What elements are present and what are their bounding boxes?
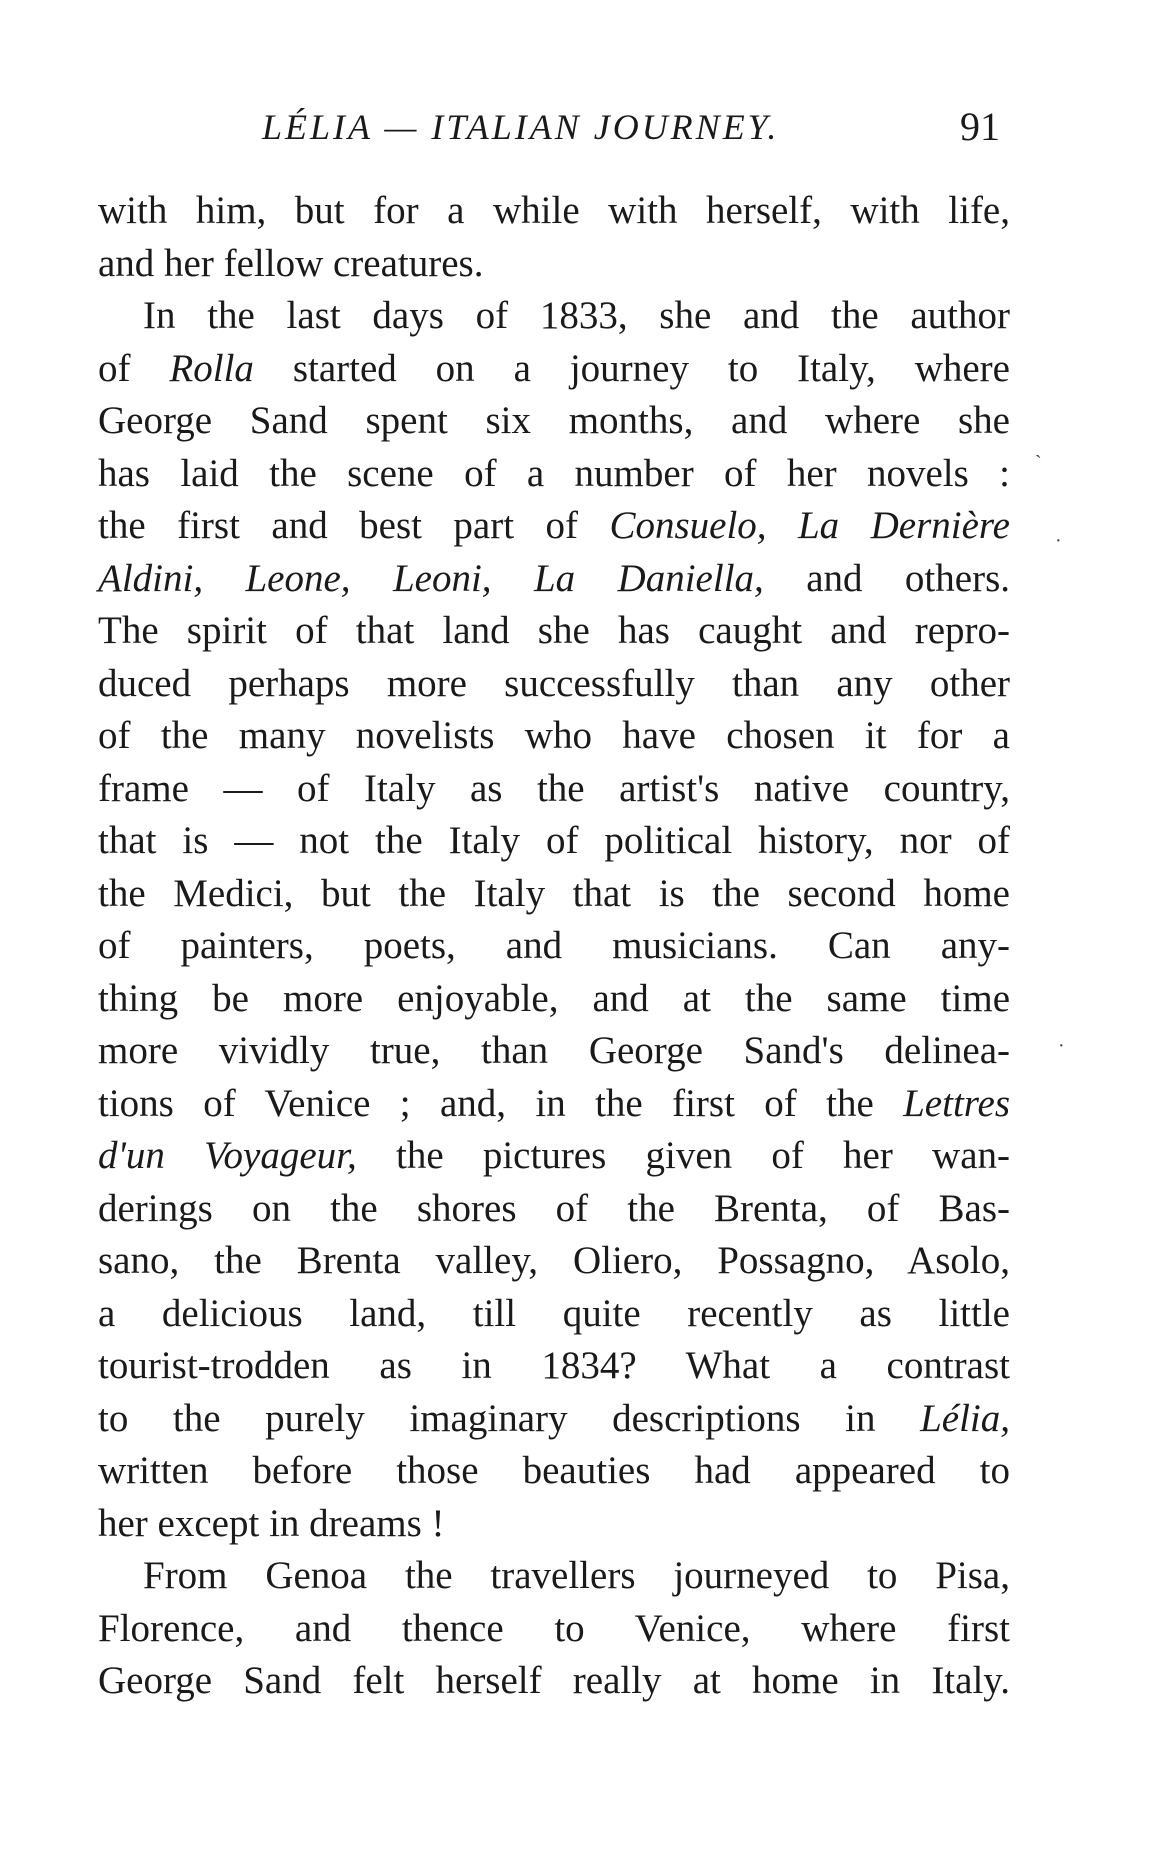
text-segment: of <box>98 346 170 390</box>
text-segment: written before those beauties had appeared to <box>98 1449 1010 1492</box>
text-line <box>98 658 1010 711</box>
text-segment: From Genoa the travellers journeyed to Pisa, <box>143 1554 1010 1597</box>
text-line <box>98 973 1010 1026</box>
text-line <box>98 1603 1010 1656</box>
text-line <box>98 605 1010 658</box>
text-segment: has laid the scene of a number of her novels : <box>98 451 1010 495</box>
text-line <box>98 1340 1010 1393</box>
text-segment: frame — of Italy as the artist's native country, <box>98 766 1010 810</box>
text-line <box>98 763 1010 816</box>
page-number: 91 <box>960 104 1000 149</box>
text-segment: and others. <box>763 556 1010 600</box>
text-line <box>98 1130 1010 1183</box>
text-segment: In the last days of 1833, she and the author <box>143 294 1010 337</box>
text-segment: to the purely imaginary descriptions in <box>98 1396 921 1440</box>
text-segment: George Sand felt herself really at home in Italy. <box>98 1659 1010 1702</box>
text-segment: the Medici, but the Italy that is the second home <box>98 871 1010 915</box>
italic-title-text: Consuelo, La Dernière <box>609 504 1010 547</box>
text-line <box>98 290 1010 343</box>
text-line <box>98 238 1010 291</box>
text-line <box>98 920 1010 973</box>
text-segment: her except in dreams ! <box>98 1501 445 1545</box>
text-line <box>98 185 1010 238</box>
italic-title-text: Aldini, Leone, Leoni, La Daniella, <box>98 556 764 600</box>
running-title: LÉLIA — ITALIAN JOURNEY. <box>262 107 780 147</box>
text-line <box>98 1498 1010 1551</box>
text-line <box>98 1235 1010 1288</box>
margin-dot-mark: · <box>1058 1035 1065 1057</box>
text-line <box>98 1025 1010 1078</box>
text-line <box>98 815 1010 868</box>
body-text <box>98 185 1010 1708</box>
text-segment: the pictures given of her wan- <box>356 1134 1010 1177</box>
text-line <box>98 395 1010 448</box>
text-segment: tions of Venice ; and, in the first of the <box>98 1081 904 1125</box>
text-segment: a delicious land, till quite recently as little <box>98 1291 1010 1335</box>
italic-title-text: d'un Voyageur, <box>98 1134 357 1177</box>
running-head <box>0 102 1162 152</box>
text-segment: with him, but for a while with herself, with life, <box>98 189 1010 232</box>
text-line <box>98 1183 1010 1236</box>
margin-dot-mark: · <box>1055 530 1062 552</box>
text-segment: of painters, poets, and musicians. Can any- <box>98 924 1010 967</box>
text-line <box>98 1393 1010 1446</box>
text-segment: sano, the Brenta valley, Oliero, Possagno, Asolo, <box>98 1239 1010 1282</box>
italic-title-text: Lettres <box>903 1081 1010 1125</box>
text-segment: and her fellow creatures. <box>98 241 484 285</box>
text-segment: George Sand spent six months, and where she <box>98 399 1010 442</box>
text-segment: thing be more enjoyable, and at the same time <box>98 976 1010 1020</box>
text-segment: derings on the shores of the Brenta, of Bas- <box>98 1186 1010 1230</box>
text-line <box>98 1550 1010 1603</box>
text-segment: the first and best part of <box>98 504 610 547</box>
text-line <box>98 343 1010 396</box>
text-line <box>98 1078 1010 1131</box>
text-line <box>98 1288 1010 1341</box>
text-segment: that is — not the Italy of political history, nor of <box>98 819 1010 862</box>
text-line <box>98 1445 1010 1498</box>
margin-tick-mark: ˋ <box>1035 452 1042 474</box>
italic-title-text: Lélia, <box>920 1396 1010 1440</box>
text-line <box>98 553 1010 606</box>
text-segment: of the many novelists who have chosen it for a <box>98 714 1010 757</box>
text-line <box>98 448 1010 501</box>
text-line <box>98 868 1010 921</box>
text-segment: tourist-trodden as in 1834? What a contrast <box>98 1344 1010 1387</box>
italic-title-text: Rolla <box>169 346 254 390</box>
text-line <box>98 500 1010 553</box>
text-line <box>98 1655 1010 1708</box>
text-segment: more vividly true, than George Sand's delinea- <box>98 1029 1010 1072</box>
text-segment: duced perhaps more successfully than any other <box>98 661 1010 705</box>
text-line <box>98 710 1010 763</box>
text-segment: The spirit of that land she has caught and repro- <box>98 609 1010 652</box>
text-segment: Florence, and thence to Venice, where first <box>98 1606 1010 1650</box>
text-segment: started on a journey to Italy, where <box>253 346 1010 390</box>
